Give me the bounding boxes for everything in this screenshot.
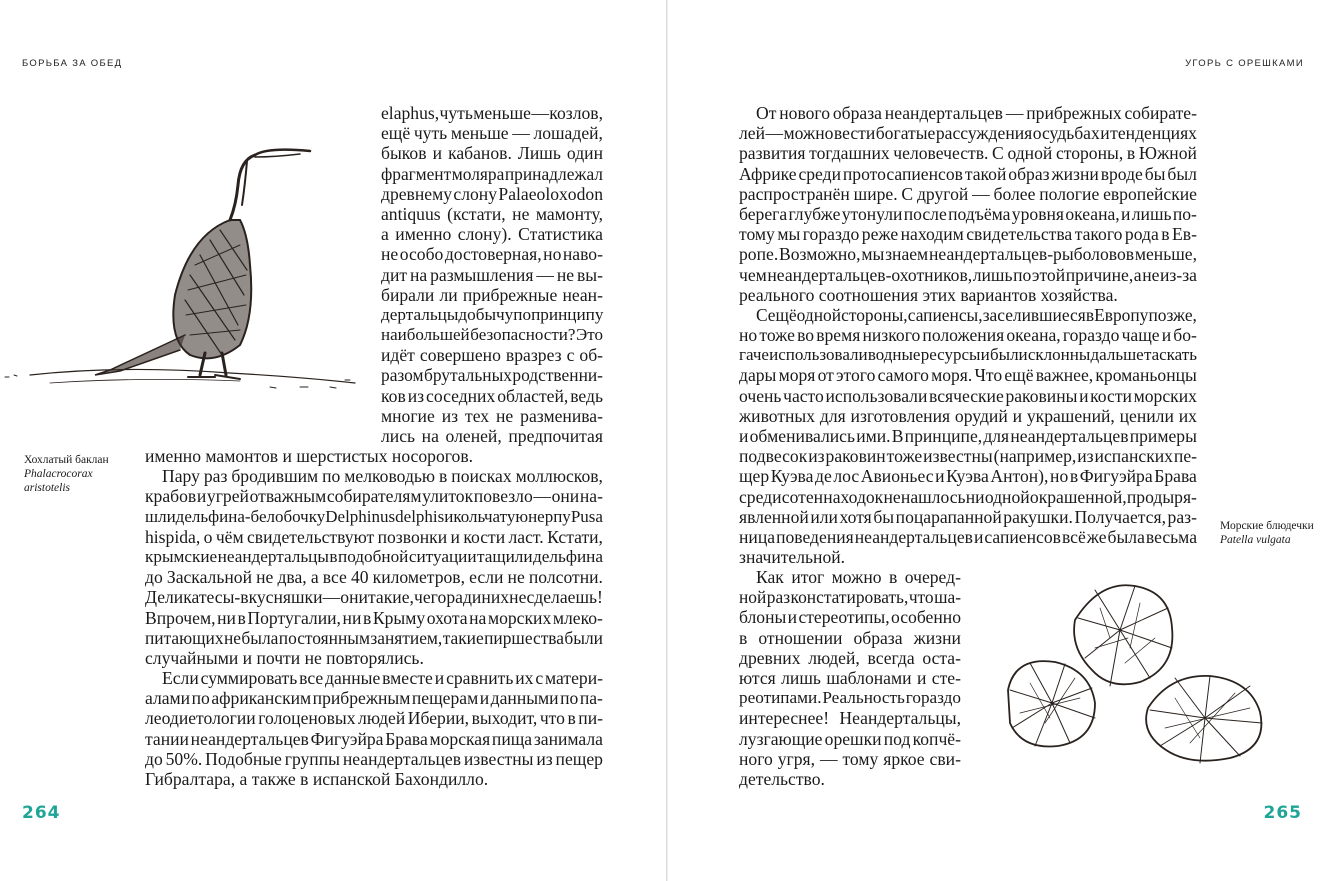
cormorant-illustration <box>0 125 370 395</box>
text-line: тании неандертальцев Фигуэйра Брава морская пища занимала <box>145 728 603 749</box>
text-line: шли дельфина-белобочку Delphinus delphis и кольчатую нерпу Pusa <box>145 506 603 526</box>
text-line: интереснее! Неандертальцы, <box>739 708 961 729</box>
page-number-left: 264 <box>22 803 61 823</box>
text-line: лузгающие орешки под копчё- <box>739 728 961 749</box>
text-line: но тоже во время низкого положения океана, гораздо чаще и бо- <box>739 325 1197 346</box>
text-line: elaphus, чуть меньше — козлов, <box>381 103 603 123</box>
text-line: развития тогдашних человечеств. С одной стороны, в Южной <box>739 143 1197 164</box>
text-line: случайными и почти не повторялись. <box>145 647 424 668</box>
text-line: леодиетологии голоценовых людей Иберии, выходит, что в пи- <box>145 708 603 729</box>
text-line: берега глубже утонули после подъёма уровня океана, и лишь по- <box>739 203 1197 224</box>
page-number-right: 265 <box>1263 803 1302 823</box>
caption-name: Морские блюдечки <box>1220 520 1314 532</box>
text-line: Пару раз бродившим по мелководью в поисках моллюсков, <box>162 466 603 487</box>
text-line: Африке среди протосапиенсов такой образ жизни вроде бы был <box>739 163 1197 184</box>
text-line: до 50%. Подобные группы неандертальцев известны из пещер <box>145 748 603 769</box>
text-line: фрагмент моляра принадлежал <box>381 163 603 184</box>
text-line: и обменивались ими. В принципе, для неандертальцев примеры <box>739 426 1197 446</box>
text-line: ница поведения неандертальцев и сапиенсов всё же была весьма <box>739 526 1197 547</box>
text-line: древнему слону Palaeoloxodon <box>381 183 603 204</box>
text-line: подвесок из раковин тоже известны (например, из испанских пе- <box>739 446 1197 467</box>
right-body-text <box>739 103 1197 567</box>
text-line: дит на размышления — не вы- <box>381 264 603 285</box>
cormorant-caption <box>24 453 109 495</box>
text-line: а именно слону). Статистика <box>381 224 603 245</box>
limpet-caption <box>1220 519 1314 547</box>
text-line: реального соотношения этих вариантов хозяйства. <box>739 284 1118 305</box>
text-line: явленной или хотя бы поцарапанной ракушки. Получается, раз- <box>739 506 1197 527</box>
text-line: ропе. Возможно, мы знаем неандертальцев-рыболовов меньше, <box>739 244 1197 265</box>
text-line: Гибралтара, а также в испанской Бахондилло. <box>145 769 489 789</box>
text-line: hispida, о чём свидетельствуют позвонки и кости ласт. Кстати, <box>145 526 603 547</box>
text-line: значительной. <box>739 547 846 568</box>
text-line: идёт совершено вразрез с об- <box>381 345 603 366</box>
text-line: ются лишь шаблонами и сте- <box>739 667 961 688</box>
text-line: Деликатесы-вкусняшки — они такие, чего ради них не сделаешь! <box>145 587 603 608</box>
text-line: животных для изготовления орудий и украшений, ценили их <box>739 405 1197 426</box>
right-wrap-text <box>739 567 961 789</box>
text-line: многие из тех не разменива- <box>381 405 603 426</box>
text-line: ной раз констатировать, что ша- <box>739 587 961 608</box>
running-head-left: БОРЬБА ЗА ОБЕД <box>22 58 123 69</box>
caption-latin: Phalacrocorax <box>24 468 93 480</box>
text-line: древних людей, всегда оста- <box>739 647 961 668</box>
text-line: именно мамонтов и шерстистых носорогов. <box>145 446 474 466</box>
text-line: очень часто использовали всяческие раковины и кости морских <box>739 385 1197 406</box>
text-line: лей — можно вести богатые рассуждения о судьбах и тенденциях <box>739 123 1197 144</box>
text-line: ещё чуть меньше — лошадей, <box>381 123 603 144</box>
text-line: крымские неандертальцы в подобной ситуации тащили дельфина <box>145 546 603 566</box>
text-line: реотипами. Реальность гораздо <box>739 688 961 708</box>
book-gutter <box>666 0 668 881</box>
text-line: Если суммировать все данные вместе и сравнить их с матери- <box>162 668 603 689</box>
left-wrap-text <box>381 103 603 446</box>
text-line: в отношении образа жизни <box>739 627 961 648</box>
text-line: antiquus (кстати, не мамонту, <box>381 203 603 224</box>
text-line: разом брутальных родственни- <box>381 365 603 386</box>
text-line: ного угря, — тому яркое сви- <box>739 748 961 769</box>
text-line: распространён шире. С другой — более пологие европейские <box>739 183 1197 204</box>
running-head-right: УГОРЬ С ОРЕШКАМИ <box>1185 58 1304 69</box>
text-line: крабов и угрей отважным собирателям улиток повезло — они на- <box>145 486 603 507</box>
text-line: лись на оленей, предпочитая <box>381 426 603 446</box>
text-line: среди сотен находок не нашлось ни одной окрашенной, продыря- <box>739 486 1197 507</box>
text-line: От нового образа неандертальцев — прибрежных собирате- <box>756 103 1197 123</box>
text-line: детельство. <box>739 768 825 789</box>
text-line: алами по африканским прибрежным пещерам и данными по па- <box>145 688 603 709</box>
text-line: С ещё одной стороны, сапиенсы, заселившиеся в Европу позже, <box>756 304 1197 325</box>
text-line: дары моря от этого самого моря. Что ещё важнее, кроманьонцы <box>739 365 1197 386</box>
text-line: наибольшей безопасности? Это <box>381 325 603 345</box>
text-line: щер Куэва де лос Авионьес и Куэва Антон), но в Фигуэйра Брава <box>739 466 1197 487</box>
text-line: тому мы гораздо реже находим свидетельства такого рода в Ев- <box>739 224 1197 245</box>
text-line: гаче использовали водные ресурсы и были склонны дальше таскать <box>739 345 1197 365</box>
text-line: чем неандертальцев-охотников, лишь по этой причине, а не из-за <box>739 264 1197 285</box>
text-line: питающих не была постоянным занятием, такие пиршества были <box>145 627 603 648</box>
text-line: не особо достоверная, но наво- <box>381 244 603 265</box>
text-line: Впрочем, ни в Португалии, ни в Крыму охота на морских млеко- <box>145 607 603 628</box>
limpet-shells-illustration <box>1000 578 1320 778</box>
text-line: блоны и стереотипы, особенно <box>739 607 961 628</box>
caption-latin: Patella vulgata <box>1220 534 1291 546</box>
caption-latin: aristotelis <box>24 482 71 494</box>
text-line: до Заскальной не два, а все 40 километров, если не полсотни. <box>145 567 603 588</box>
left-body-text <box>145 446 603 789</box>
caption-name: Хохлатый баклан <box>24 454 109 466</box>
text-line: дертальцы добычу по принципу <box>381 304 604 324</box>
text-line: Как итог можно в очеред- <box>756 567 961 587</box>
text-line: ков из соседних областей, ведь <box>381 385 603 406</box>
text-line: быков и кабанов. Лишь один <box>381 143 603 164</box>
text-line: бирали ли прибрежные неан- <box>381 284 603 305</box>
